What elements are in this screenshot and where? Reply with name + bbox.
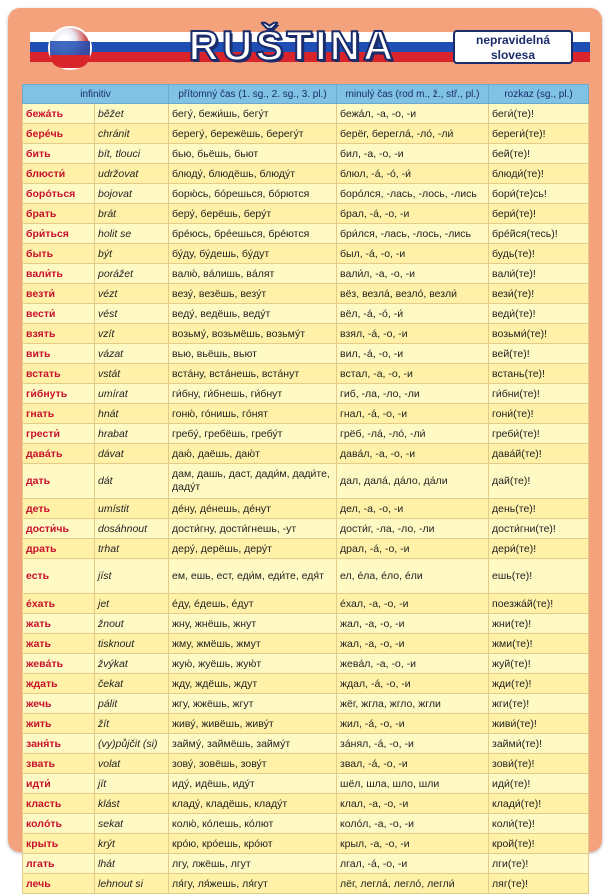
cell-past-tense: жил, -á, -о, -и: [337, 714, 489, 734]
cell-present-tense: живу́, живёшь, живу́т: [169, 714, 337, 734]
cell-past-tense: клал, -а, -о, -и: [337, 794, 489, 814]
table-row: [23, 204, 589, 224]
cell-czech-meaning: žnout: [95, 614, 169, 634]
cell-past-tense: драл, -á, -о, -и: [337, 539, 489, 559]
table-row: [23, 634, 589, 654]
cell-imperative: жми(те)!: [489, 634, 589, 654]
table-row: [23, 654, 589, 674]
cell-present-tense: валю́, вáлишь, вáлят: [169, 264, 337, 284]
table-row: [23, 284, 589, 304]
cell-russian-infinitive: лечь: [23, 874, 95, 894]
cell-russian-infinitive: идти́: [23, 774, 95, 794]
table-row: [23, 499, 589, 519]
cell-past-tense: звал, -á, -о, -и: [337, 754, 489, 774]
cell-czech-meaning: holit se: [95, 224, 169, 244]
cell-past-tense: вёз, везлá, везлó, везли́: [337, 284, 489, 304]
cell-present-tense: веду́, ведёшь, веду́т: [169, 304, 337, 324]
table-row: [23, 244, 589, 264]
cell-present-tense: займу́, займёшь, займу́т: [169, 734, 337, 754]
cell-russian-infinitive: ги́бнуть: [23, 384, 95, 404]
table-row: [23, 324, 589, 344]
table-row: [23, 464, 589, 499]
cell-past-tense: шёл, шла, шло, шли: [337, 774, 489, 794]
cell-czech-meaning: porážet: [95, 264, 169, 284]
cell-russian-infinitive: крыть: [23, 834, 95, 854]
table-row: [23, 124, 589, 144]
cell-present-tense: даю́, даёшь, даю́т: [169, 444, 337, 464]
table-row: [23, 854, 589, 874]
cell-czech-meaning: krýt: [95, 834, 169, 854]
cell-russian-infinitive: вести́: [23, 304, 95, 324]
table-row: [23, 404, 589, 424]
cell-past-tense: бежáл, -а, -о, -и: [337, 104, 489, 124]
cell-imperative: бори́(те)сь!: [489, 184, 589, 204]
cell-past-tense: встал, -а, -о, -и: [337, 364, 489, 384]
table-row: [23, 344, 589, 364]
cell-russian-infinitive: жевáть: [23, 654, 95, 674]
cell-present-tense: лгу, лжёшь, лгут: [169, 854, 337, 874]
table-row: [23, 834, 589, 854]
cell-russian-infinitive: берéчь: [23, 124, 95, 144]
cell-russian-infinitive: есть: [23, 559, 95, 594]
cell-russian-infinitive: деть: [23, 499, 95, 519]
table-row: [23, 794, 589, 814]
cell-present-tense: дéну, дéнешь, дéнут: [169, 499, 337, 519]
cell-czech-meaning: dosáhnout: [95, 519, 169, 539]
cell-past-tense: давáл, -а, -о, -и: [337, 444, 489, 464]
cell-imperative: зови́(те)!: [489, 754, 589, 774]
cell-present-tense: везу́, везёшь, везу́т: [169, 284, 337, 304]
cell-imperative: живи́(те)!: [489, 714, 589, 734]
cell-imperative: жни(те)!: [489, 614, 589, 634]
cell-russian-infinitive: встать: [23, 364, 95, 384]
cell-imperative: жги(те)!: [489, 694, 589, 714]
cell-present-tense: бегу́, бежи́шь, бегу́т: [169, 104, 337, 124]
cell-present-tense: ги́бну, ги́бнешь, ги́бнут: [169, 384, 337, 404]
cell-past-tense: вёл, -á, -ó, -и́: [337, 304, 489, 324]
table-row: [23, 104, 589, 124]
cell-russian-infinitive: давáть: [23, 444, 95, 464]
table-row: [23, 424, 589, 444]
cell-past-tense: бил, -а, -о, -и: [337, 144, 489, 164]
cell-present-tense: колю́, кóлешь, кóлют: [169, 814, 337, 834]
cell-czech-meaning: chránit: [95, 124, 169, 144]
cell-czech-meaning: umírat: [95, 384, 169, 404]
cell-russian-infinitive: ждать: [23, 674, 95, 694]
cell-past-tense: вали́л, -а, -о, -и: [337, 264, 489, 284]
subtitle-line-2: slovesa: [490, 48, 536, 62]
cell-imperative: ляг(те)!: [489, 874, 589, 894]
cell-russian-infinitive: вить: [23, 344, 95, 364]
cell-past-tense: взял, -á, -о, -и: [337, 324, 489, 344]
cell-czech-meaning: udržovat: [95, 164, 169, 184]
table-row: [23, 164, 589, 184]
cell-past-tense: брал, -á, -о, -и: [337, 204, 489, 224]
table-row: [23, 674, 589, 694]
cell-russian-infinitive: брать: [23, 204, 95, 224]
cell-czech-meaning: vézt: [95, 284, 169, 304]
cell-present-tense: гоню́, гóнишь, гóнят: [169, 404, 337, 424]
cell-russian-infinitive: класть: [23, 794, 95, 814]
cell-past-tense: жёг, жгла, жгло, жгли: [337, 694, 489, 714]
col-header-past: minulý čas (rod m., ž., stř., pl.): [337, 85, 489, 104]
cell-imperative: будь(те)!: [489, 244, 589, 264]
table-row: [23, 714, 589, 734]
cell-present-tense: возьму́, возьмёшь, возьму́т: [169, 324, 337, 344]
cell-czech-meaning: tisknout: [95, 634, 169, 654]
cell-czech-meaning: hrabat: [95, 424, 169, 444]
cell-imperative: блюди́(те)!: [489, 164, 589, 184]
cell-czech-meaning: umístit: [95, 499, 169, 519]
table-row: [23, 874, 589, 894]
table-row: [23, 774, 589, 794]
cell-present-tense: деру́, дерёшь, деру́т: [169, 539, 337, 559]
table-row: [23, 519, 589, 539]
table-body: [23, 104, 589, 894]
cell-russian-infinitive: везти́: [23, 284, 95, 304]
cell-present-tense: крóю, крóешь, крóют: [169, 834, 337, 854]
cell-imperative: дости́гни(те)!: [489, 519, 589, 539]
cell-past-tense: жал, -а, -о, -и: [337, 634, 489, 654]
cell-imperative: беги́(те)!: [489, 104, 589, 124]
table-row: [23, 224, 589, 244]
cell-past-tense: бри́лся, -лась, -лось, -лись: [337, 224, 489, 244]
cell-imperative: ешь(те)!: [489, 559, 589, 594]
cell-czech-meaning: vstát: [95, 364, 169, 384]
cell-past-tense: лёг, леглá, леглó, легли́: [337, 874, 489, 894]
verb-chart-sheet: [8, 8, 602, 890]
cell-russian-infinitive: бри́ться: [23, 224, 95, 244]
cell-present-tense: жну, жнёшь, жнут: [169, 614, 337, 634]
cell-imperative: крой(те)!: [489, 834, 589, 854]
cell-past-tense: дал, далá, дáло, дáли: [337, 464, 489, 499]
cell-present-tense: брéюсь, брéешься, брéются: [169, 224, 337, 244]
cell-past-tense: дел, -а, -о, -и: [337, 499, 489, 519]
cell-czech-meaning: vést: [95, 304, 169, 324]
col-header-present: přítomný čas (1. sg., 2. sg., 3. pl.): [169, 85, 337, 104]
cell-imperative: греби́(те)!: [489, 424, 589, 444]
cell-imperative: давáй(те)!: [489, 444, 589, 464]
cell-present-tense: борю́сь, бóрешься, бóрются: [169, 184, 337, 204]
cell-czech-meaning: čekat: [95, 674, 169, 694]
cell-imperative: дай(те)!: [489, 464, 589, 499]
table-row: [23, 304, 589, 324]
cell-present-tense: зову́, зовёшь, зову́т: [169, 754, 337, 774]
cell-imperative: займи́(те)!: [489, 734, 589, 754]
cell-imperative: вали́(те)!: [489, 264, 589, 284]
cell-russian-infinitive: жать: [23, 614, 95, 634]
cell-russian-infinitive: блюсти́: [23, 164, 95, 184]
cell-present-tense: кладу́, кладёшь, кладу́т: [169, 794, 337, 814]
cell-russian-infinitive: заня́ть: [23, 734, 95, 754]
table-row: [23, 754, 589, 774]
cell-past-tense: гиб, -ла, -ло, -ли: [337, 384, 489, 404]
cell-present-tense: встáну, встáнешь, встáнут: [169, 364, 337, 384]
cell-past-tense: зáнял, -á, -о, -и: [337, 734, 489, 754]
cell-czech-meaning: (vy)půjčit (si): [95, 734, 169, 754]
cell-imperative: ги́бни(те)!: [489, 384, 589, 404]
cell-russian-infinitive: грести́: [23, 424, 95, 444]
cell-present-tense: дам, дашь, даст, дади́м, дади́те, даду́т: [169, 464, 337, 499]
cell-present-tense: жгу, жжёшь, жгут: [169, 694, 337, 714]
cell-russian-infinitive: жать: [23, 634, 95, 654]
page-title: RUŠTINA: [188, 22, 397, 69]
cell-present-tense: éду, éдешь, éдут: [169, 594, 337, 614]
table-row: [23, 594, 589, 614]
cell-russian-infinitive: взять: [23, 324, 95, 344]
cell-past-tense: лгал, -á, -о, -и: [337, 854, 489, 874]
cell-past-tense: грёб, -лá, -лó, -ли́: [337, 424, 489, 444]
cell-present-tense: беру́, берёшь, беру́т: [169, 204, 337, 224]
cell-czech-meaning: hnát: [95, 404, 169, 424]
table-row: [23, 734, 589, 754]
cell-russian-infinitive: éхать: [23, 594, 95, 614]
cell-russian-infinitive: жить: [23, 714, 95, 734]
table-header-row: [23, 85, 589, 104]
cell-present-tense: берегу́, бережёшь, берегу́т: [169, 124, 337, 144]
cell-czech-meaning: běžet: [95, 104, 169, 124]
cell-past-tense: был, -á, -о, -и: [337, 244, 489, 264]
cell-past-tense: вил, -á, -о, -и: [337, 344, 489, 364]
table-row: [23, 144, 589, 164]
cell-present-tense: дости́гну, дости́гнешь, -ут: [169, 519, 337, 539]
cell-imperative: жди(те)!: [489, 674, 589, 694]
cell-imperative: бери́(те)!: [489, 204, 589, 224]
cell-czech-meaning: jíst: [95, 559, 169, 594]
cell-present-tense: вью, вьёшь, вьют: [169, 344, 337, 364]
cell-imperative: брéйся(тесь)!: [489, 224, 589, 244]
cell-imperative: дери́(те)!: [489, 539, 589, 559]
cell-past-tense: колóл, -а, -о, -и: [337, 814, 489, 834]
subtitle-line-1: nepravidelná: [475, 33, 551, 47]
cell-past-tense: éхал, -а, -о, -и: [337, 594, 489, 614]
table-row: [23, 364, 589, 384]
cell-czech-meaning: vzít: [95, 324, 169, 344]
cell-russian-infinitive: драть: [23, 539, 95, 559]
table-row: [23, 184, 589, 204]
cell-imperative: лги(те)!: [489, 854, 589, 874]
cell-present-tense: ем, ешь, ест, еди́м, еди́те, едя́т: [169, 559, 337, 594]
cell-czech-meaning: žvýkat: [95, 654, 169, 674]
cell-russian-infinitive: дать: [23, 464, 95, 499]
cell-russian-infinitive: дости́чь: [23, 519, 95, 539]
cell-imperative: веди́(те)!: [489, 304, 589, 324]
cell-russian-infinitive: вали́ть: [23, 264, 95, 284]
cell-present-tense: бу́ду, бу́дешь, бу́дут: [169, 244, 337, 264]
cell-past-tense: жал, -а, -о, -и: [337, 614, 489, 634]
cell-russian-infinitive: борóться: [23, 184, 95, 204]
cell-czech-meaning: volat: [95, 754, 169, 774]
cell-past-tense: ел, éла, éло, éли: [337, 559, 489, 594]
cell-czech-meaning: dávat: [95, 444, 169, 464]
cell-imperative: вей(те)!: [489, 344, 589, 364]
subtitle-badge: [453, 30, 573, 64]
cell-czech-meaning: pálit: [95, 694, 169, 714]
cell-czech-meaning: jet: [95, 594, 169, 614]
cell-russian-infinitive: жечь: [23, 694, 95, 714]
table-row: [23, 694, 589, 714]
cell-imperative: бей(те)!: [489, 144, 589, 164]
cell-czech-meaning: brát: [95, 204, 169, 224]
cell-russian-infinitive: быть: [23, 244, 95, 264]
table-row: [23, 539, 589, 559]
cell-imperative: поезжáй(те)!: [489, 594, 589, 614]
cell-past-tense: жевáл, -а, -о, -и: [337, 654, 489, 674]
cell-imperative: встань(те)!: [489, 364, 589, 384]
cell-past-tense: гнал, -á, -о, -и: [337, 404, 489, 424]
cell-czech-meaning: bojovat: [95, 184, 169, 204]
cell-past-tense: крыл, -а, -о, -и: [337, 834, 489, 854]
cell-russian-infinitive: бить: [23, 144, 95, 164]
table-row: [23, 384, 589, 404]
cell-czech-meaning: bít, tlouci: [95, 144, 169, 164]
cell-czech-meaning: vázat: [95, 344, 169, 364]
cell-present-tense: бью, бьёшь, бьют: [169, 144, 337, 164]
cell-imperative: день(те)!: [489, 499, 589, 519]
cell-russian-infinitive: звать: [23, 754, 95, 774]
cell-czech-meaning: trhat: [95, 539, 169, 559]
cell-imperative: береги́(те)!: [489, 124, 589, 144]
cell-present-tense: гребу́, гребёшь, гребу́т: [169, 424, 337, 444]
table-row: [23, 614, 589, 634]
cell-imperative: гони́(те)!: [489, 404, 589, 424]
flag-globe-icon: [50, 28, 90, 68]
cell-imperative: вези́(те)!: [489, 284, 589, 304]
cell-czech-meaning: být: [95, 244, 169, 264]
cell-czech-meaning: lhát: [95, 854, 169, 874]
cell-present-tense: жму, жмёшь, жмут: [169, 634, 337, 654]
verb-table: [22, 84, 588, 894]
cell-imperative: клади́(те)!: [489, 794, 589, 814]
cell-present-tense: ля́гу, ля́жешь, ля́гут: [169, 874, 337, 894]
cell-czech-meaning: sekat: [95, 814, 169, 834]
cell-present-tense: блюду́, блюдёшь, блюду́т: [169, 164, 337, 184]
cell-czech-meaning: lehnout si: [95, 874, 169, 894]
table-row: [23, 264, 589, 284]
cell-czech-meaning: jít: [95, 774, 169, 794]
cell-present-tense: жду, ждёшь, ждут: [169, 674, 337, 694]
cell-past-tense: берёг, береглá, -лó, -ли́: [337, 124, 489, 144]
table-row: [23, 814, 589, 834]
cell-past-tense: дости́г, -ла, -ло, -ли: [337, 519, 489, 539]
table-row: [23, 559, 589, 594]
cell-imperative: иди́(те)!: [489, 774, 589, 794]
cell-russian-infinitive: гнать: [23, 404, 95, 424]
cell-past-tense: блюл, -á, -ó, -и́: [337, 164, 489, 184]
cell-past-tense: борóлся, -лась, -лось, -лись: [337, 184, 489, 204]
cell-czech-meaning: žít: [95, 714, 169, 734]
cell-czech-meaning: dát: [95, 464, 169, 499]
header-banner: [20, 18, 590, 74]
table-row: [23, 444, 589, 464]
cell-present-tense: иду́, идёшь, иду́т: [169, 774, 337, 794]
cell-imperative: возьми́(те)!: [489, 324, 589, 344]
cell-czech-meaning: klást: [95, 794, 169, 814]
cell-imperative: жуй(те)!: [489, 654, 589, 674]
cell-russian-infinitive: лгать: [23, 854, 95, 874]
col-header-infinitive: infinitiv: [23, 85, 169, 104]
cell-imperative: коли́(те)!: [489, 814, 589, 834]
cell-russian-infinitive: колóть: [23, 814, 95, 834]
col-header-imperative: rozkaz (sg., pl.): [489, 85, 589, 104]
cell-past-tense: ждал, -á, -о, -и: [337, 674, 489, 694]
cell-present-tense: жую́, жуёшь, жую́т: [169, 654, 337, 674]
cell-russian-infinitive: бежáть: [23, 104, 95, 124]
